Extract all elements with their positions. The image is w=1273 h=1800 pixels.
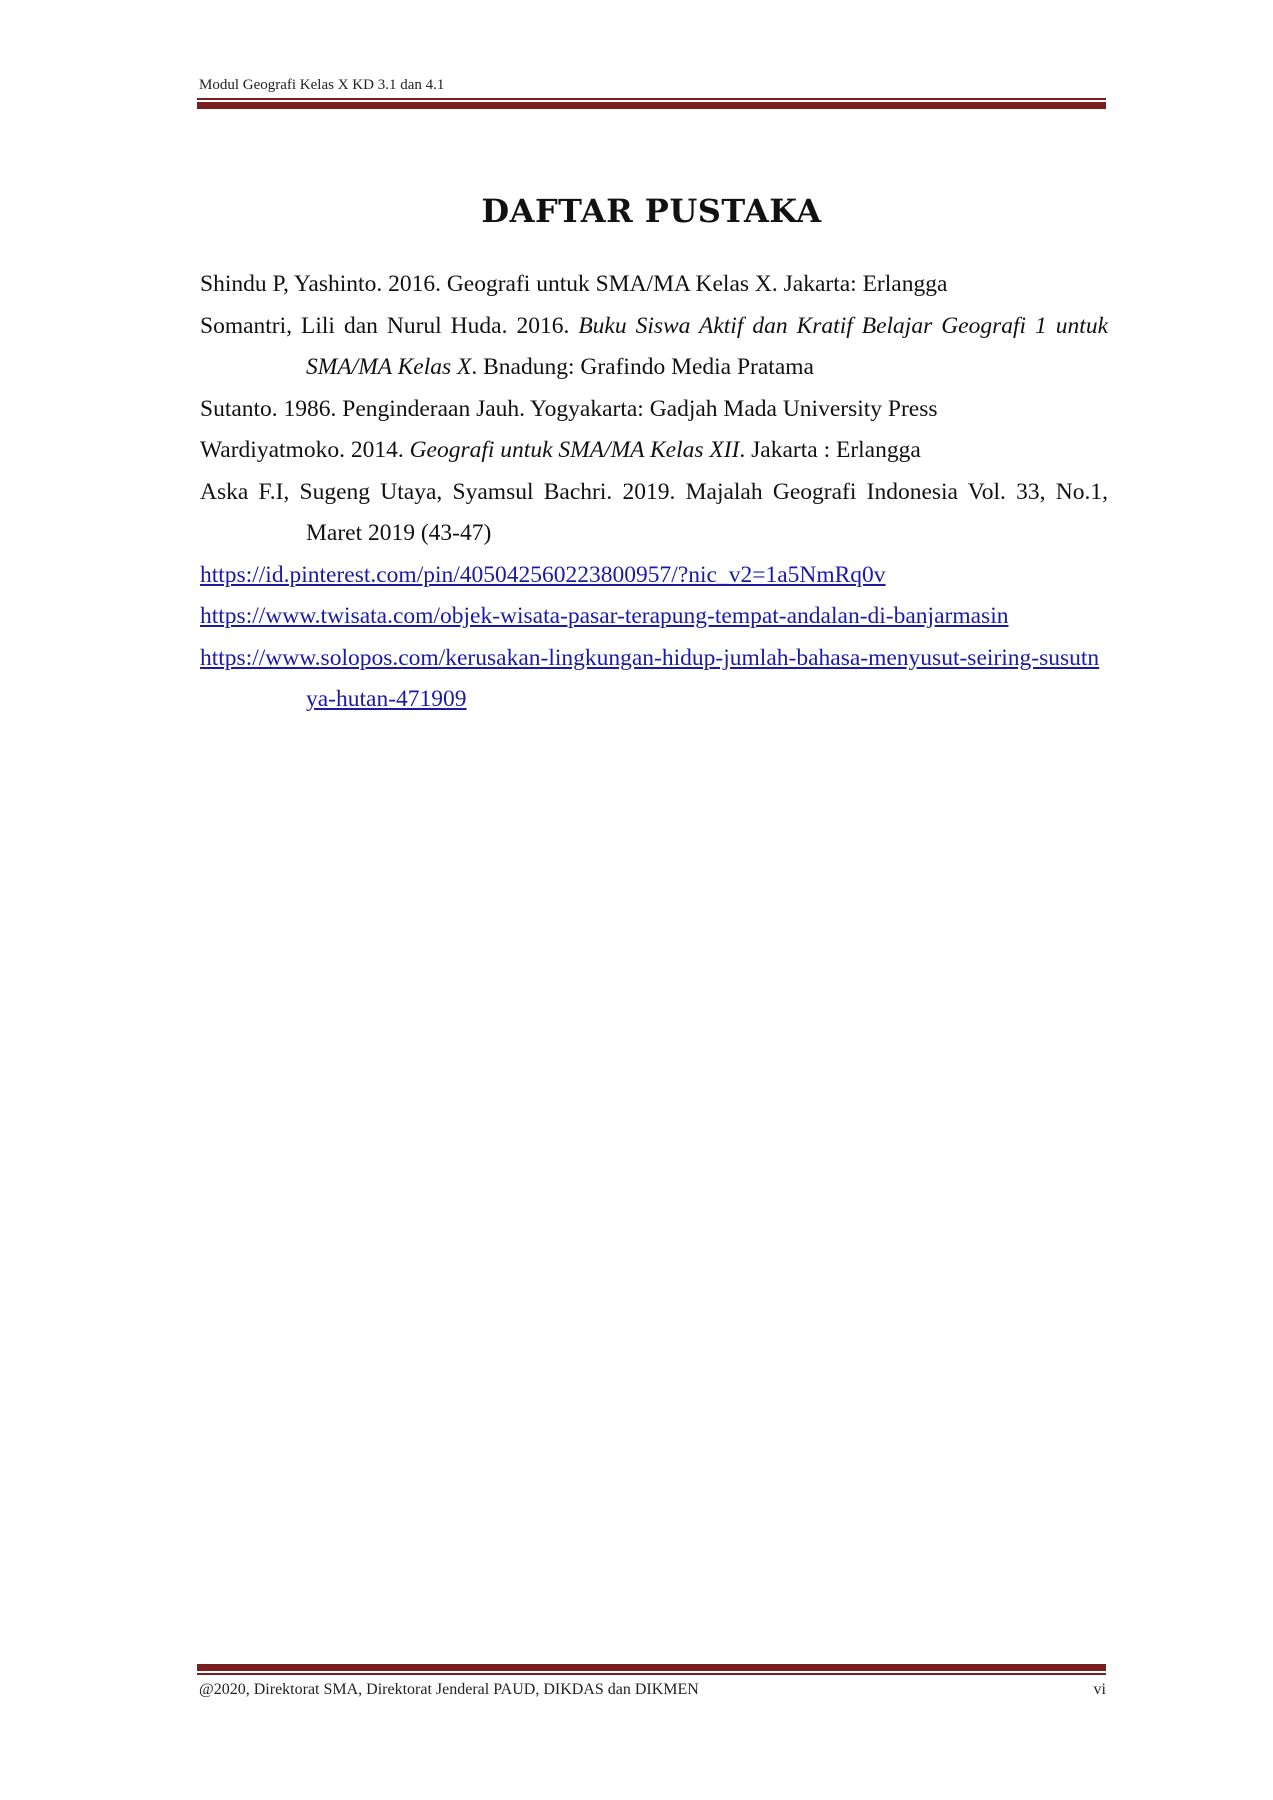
reference-link-entry [200, 555, 1108, 597]
reference-entry [200, 306, 1108, 389]
reference-text: Somantri, Lili dan Nurul Huda. 2016. [200, 312, 579, 339]
header-rule-thick [197, 102, 1106, 109]
reference-link-pinterest[interactable]: https://id.pinterest.com/pin/405042560223800957/?nic_v2=1a5NmRq0v [200, 561, 886, 588]
reference-link-twisata[interactable]: https://www.twisata.com/objek-wisata-pasar-terapung-tempat-andalan-di-banjarmasin [200, 603, 1009, 629]
reference-text: Aska F.I, Sugeng Utaya, Syamsul Bachri. 2019. Majalah Geografi Indonesia Vol. 33, No.1, Maret 2019 (43-47) [200, 478, 1108, 546]
reference-text: Sutanto. 1986. Penginderaan Jauh. Yogyakarta: Gadjah Mada University Press [200, 395, 938, 422]
reference-list [200, 264, 1108, 721]
reference-text: Wardiyatmoko. 2014. [200, 437, 410, 463]
footer-copyright: @2020, Direktorat SMA, Direktorat Jenderal PAUD, DIKDAS dan DIKMEN [199, 1681, 699, 1698]
reference-publisher: . Jakarta : Erlangga [739, 437, 921, 463]
reference-entry [200, 264, 1108, 306]
reference-link-entry [200, 596, 1108, 638]
footer-rule-thick [197, 1664, 1106, 1671]
footer-rule-thin [197, 1673, 1106, 1675]
reference-text: Shindu P, Yashinto. 2016. Geografi untuk SMA/MA Kelas X. Jakarta: Erlangga [200, 271, 948, 297]
page-title: DAFTAR PUSTAKA [481, 192, 822, 230]
reference-link-solopos[interactable]: https://www.solopos.com/kerusakan-lingkungan-hidup-jumlah-bahasa-menyusut-seiring-susutnya-hutan-471909 [200, 644, 1100, 712]
reference-book-title: Buku Siswa Aktif dan Kratif Belajar Geografi 1 untuk SMA/MA Kelas X [306, 312, 1108, 380]
reference-entry [200, 430, 1108, 472]
header-rule-thin [197, 98, 1106, 100]
reference-book-title: Geografi untuk SMA/MA Kelas XII [409, 437, 740, 463]
reference-publisher: . Bnadung: Grafindo Media Pratama [471, 354, 814, 380]
reference-entry [200, 389, 1108, 431]
page-number: vi [1093, 1681, 1106, 1698]
reference-link-entry [200, 638, 1108, 721]
running-header: Modul Geografi Kelas X KD 3.1 dan 4.1 [199, 77, 445, 93]
reference-entry [200, 472, 1108, 555]
